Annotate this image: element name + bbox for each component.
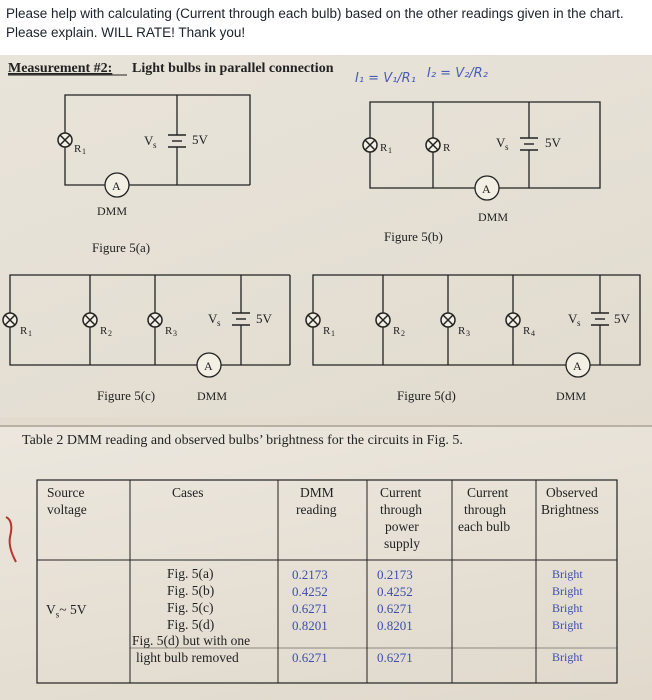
svg-text:DMM: DMM [97, 204, 128, 218]
svg-text:2: 2 [401, 329, 405, 338]
svg-text:V: V [144, 133, 154, 148]
svg-text:R: R [393, 325, 401, 337]
header-current-2: Current [467, 485, 509, 500]
case-5d: Fig. 5(d) [167, 617, 215, 632]
header-brightness: Brightness [541, 502, 599, 517]
figure-5c [3, 275, 290, 403]
svg-text:R: R [74, 143, 82, 155]
figure-5b-caption: Figure 5(b) [384, 229, 443, 244]
handwritten-formula-i1: I₁ = V₁/R₁ [355, 71, 416, 86]
svg-text:A: A [204, 359, 213, 373]
figure-5c-caption: Figure 5(c) [97, 388, 156, 403]
svg-text:V: V [208, 311, 218, 326]
brightness-5d: Bright [552, 618, 583, 632]
header-source: Source [47, 485, 85, 500]
case-5b: Fig. 5(b) [167, 583, 215, 598]
supply-5a: 0.2173 [377, 567, 413, 582]
supply-5d-removed: 0.6271 [377, 650, 413, 665]
case-5d-removed-line2: light bulb removed [136, 650, 239, 665]
svg-text:A: A [482, 182, 491, 196]
header-reading: reading [296, 502, 337, 517]
figure-5d [306, 275, 640, 403]
svg-text:2: 2 [108, 329, 112, 338]
svg-text:DMM: DMM [197, 389, 228, 403]
svg-text:R: R [380, 142, 388, 154]
measurement-label: Measurement #2: [8, 61, 113, 76]
dmm-5d: 0.8201 [292, 618, 328, 633]
brightness-5b: Bright [552, 584, 583, 598]
svg-text:s: s [217, 318, 221, 328]
worksheet-page-circuits [0, 55, 652, 417]
svg-text:1: 1 [388, 146, 392, 155]
handwritten-formula-i2: I₂ = V₂/R₂ [427, 66, 488, 81]
figure-5a-caption: Figure 5(a) [92, 240, 151, 255]
svg-text:R: R [20, 325, 28, 337]
header-dmm: DMM [300, 485, 334, 500]
brightness-5a: Bright [552, 567, 583, 581]
header-each-bulb: each bulb [458, 519, 511, 534]
brightness-5d-removed: Bright [552, 650, 583, 664]
worksheet-page-table [0, 425, 652, 700]
header-voltage: voltage [47, 502, 87, 517]
svg-text:3: 3 [466, 329, 470, 338]
circuit-diagrams [0, 55, 652, 417]
supply-5c: 0.6271 [377, 601, 413, 616]
header-through-1: through [380, 502, 422, 517]
svg-text:s: s [505, 142, 509, 152]
header-through-2: through [464, 502, 506, 517]
section-subtitle: Light bulbs in parallel connection [132, 61, 334, 76]
svg-text:1: 1 [28, 329, 32, 338]
svg-text:A: A [573, 359, 582, 373]
svg-text:V: V [568, 311, 578, 326]
case-5d-removed-line1: Fig. 5(d) but with one [132, 633, 251, 648]
svg-text:5V: 5V [545, 135, 561, 150]
svg-text:R: R [100, 325, 108, 337]
svg-text:R: R [443, 142, 451, 154]
svg-text:4: 4 [531, 329, 535, 338]
svg-text:s: s [153, 140, 157, 150]
header-power: power [385, 519, 419, 534]
svg-text:5V: 5V [614, 311, 630, 326]
dmm-5a: 0.2173 [292, 567, 328, 582]
dmm-5d-removed: 0.6271 [292, 650, 328, 665]
case-5a: Fig. 5(a) [167, 566, 214, 581]
svg-text:V: V [496, 135, 506, 150]
svg-text:5V: 5V [256, 311, 272, 326]
source-voltage-cell: $V_s\sim$ 5V [46, 602, 87, 620]
dmm-5c: 0.6271 [292, 601, 328, 616]
dmm-5b: 0.4252 [292, 584, 328, 599]
svg-text:R: R [523, 325, 531, 337]
header-current-1: Current [380, 485, 422, 500]
svg-text:R: R [458, 325, 466, 337]
table-caption: Table 2 DMM reading and observed bulbs’ brightness for the circuits in Fig. 5. [22, 433, 463, 448]
header-supply: supply [384, 536, 421, 551]
question-text: Please help with calculating (Current through each bulb) based on the other readings given in the chart. Please explain. WILL RATE! Thank you! [6, 6, 624, 40]
supply-5d: 0.8201 [377, 618, 413, 633]
svg-text:1: 1 [331, 329, 335, 338]
svg-text:3: 3 [173, 329, 177, 338]
brightness-5c: Bright [552, 601, 583, 615]
svg-text:R: R [323, 325, 331, 337]
figure-5b [363, 102, 600, 244]
svg-text:1: 1 [82, 147, 86, 156]
figure-5d-caption: Figure 5(d) [397, 388, 456, 403]
svg-text:R: R [165, 325, 173, 337]
supply-5b: 0.4252 [377, 584, 413, 599]
svg-text:DMM: DMM [556, 389, 587, 403]
svg-text:DMM: DMM [478, 210, 509, 224]
worksheet-photo [0, 55, 652, 700]
case-5c: Fig. 5(c) [167, 600, 214, 615]
svg-text:s: s [577, 318, 581, 328]
header-observed: Observed [546, 485, 598, 500]
figure-5a [58, 95, 250, 255]
ammeter-a: A [112, 179, 121, 193]
svg-text:5V: 5V [192, 132, 208, 147]
header-cases: Cases [172, 485, 204, 500]
